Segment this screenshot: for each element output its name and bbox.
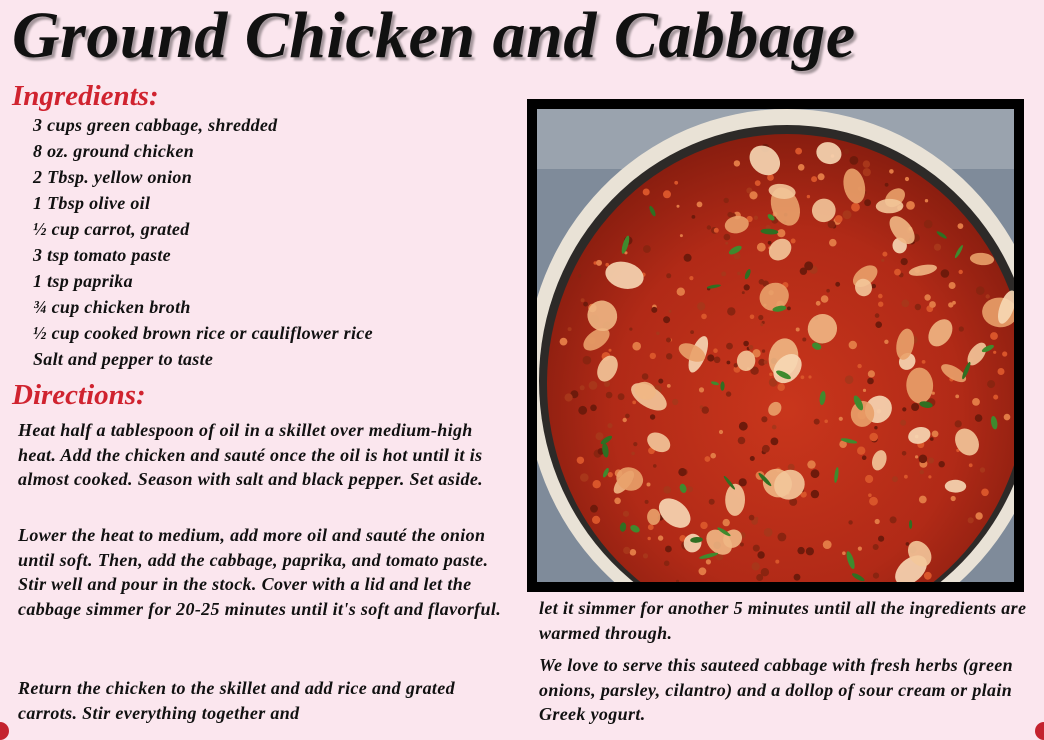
ingredient-item: ½ cup carrot, grated xyxy=(33,219,190,239)
stew-illustration xyxy=(537,109,1014,582)
ingredient-item: 3 cups green cabbage, shredded xyxy=(33,115,278,135)
ingredient-item: Salt and pepper to taste xyxy=(33,349,214,369)
ingredient-item: ¾ cup chicken broth xyxy=(33,297,191,317)
direction-step-3: Return the chicken to the skillet and add rice and grated carrots. Stir everything together and xyxy=(18,678,455,723)
recipe-title: Ground Chicken and Cabbage xyxy=(12,0,856,72)
ingredients-list xyxy=(33,112,373,372)
ingredient-item: 2 Tbsp. yellow onion xyxy=(33,167,193,187)
corner-decoration xyxy=(1035,722,1044,740)
ingredients-heading: Ingredients: xyxy=(12,80,159,112)
ingredient-item: 1 tsp paprika xyxy=(33,271,133,291)
direction-step-3-continued: let it simmer for another 5 minutes until all the ingredients are warmed through. xyxy=(539,598,1027,643)
ingredient-item: 1 Tbsp olive oil xyxy=(33,193,151,213)
direction-step-1: Heat half a tablespoon of oil in a skillet over medium-high heat. Add the chicken and sauté once the oil is hot until it is almost cooked. Season with salt and black pepper. Set aside. xyxy=(18,420,484,490)
ingredient-item: 8 oz. ground chicken xyxy=(33,141,195,161)
photo-frame xyxy=(527,99,1024,592)
ingredient-item: 3 tsp tomato paste xyxy=(33,245,171,265)
cabbage-stew-photo xyxy=(537,109,1014,582)
direction-step-2: Lower the heat to medium, add more oil and sauté the onion until soft. Then, add the cabbage, paprika, and tomato paste. Stir well and pour in the stock. Cover with a lid and let the cabbage simmer for 20-25 minutes until it's soft and flavorful. xyxy=(18,525,502,619)
serving-suggestion: We love to serve this sauteed cabbage with fresh herbs (green onions, parsley, cilantro) and a dollop of sour cream or plain Greek yogurt. xyxy=(539,655,1013,725)
ingredient-item: ½ cup cooked brown rice or cauliflower rice xyxy=(33,323,373,343)
corner-decoration xyxy=(0,722,9,740)
directions-heading: Directions: xyxy=(12,379,146,411)
